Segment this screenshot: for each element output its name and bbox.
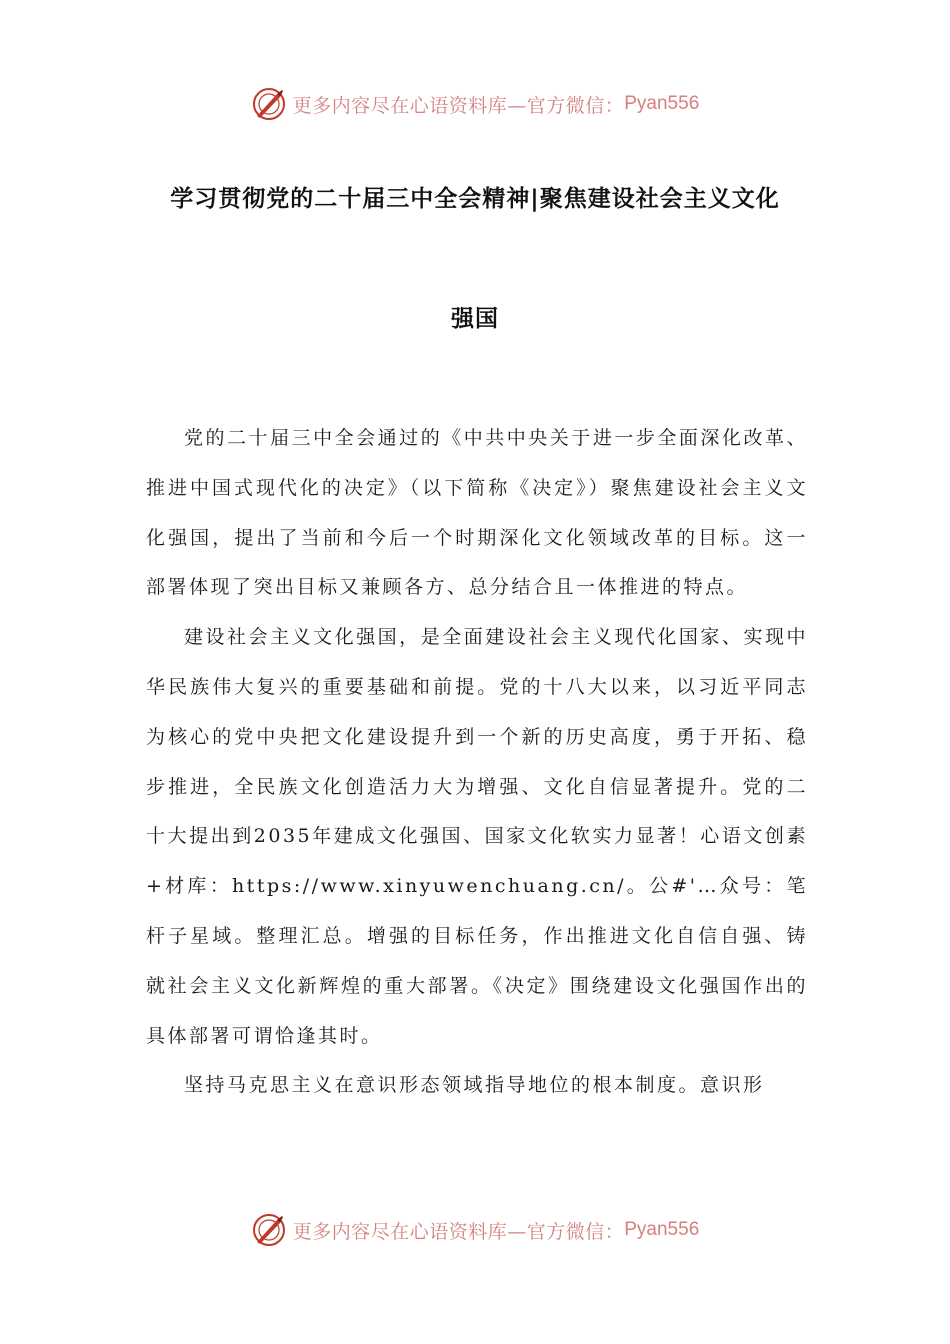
footer-banner-text: 更多内容尽在心语资料库—官方微信： — [292, 1220, 625, 1243]
document-body — [146, 414, 808, 1111]
pen-logo-icon — [251, 1212, 287, 1248]
footer-banner — [0, 1208, 950, 1252]
paragraph: 党的二十届三中全会通过的《中共中央关于进一步全面深化改革、推进中国式现代化的决定》（以下简称《决定》）聚焦建设社会主义文化强国，提出了当前和今后一个时期深化文化领域改革的目标。这一部署体现了突出目标又兼顾各方、总分结合且一体推进的特点。 — [146, 427, 808, 599]
paragraph: 建设社会主义文化强国，是全面建设社会主义现代化国家、实现中华民族伟大复兴的重要基础和前提。党的十八大以来，以习近平同志为核心的党中央把文化建设提升到一个新的历史高度，勇于开拓、稳步推进，全民族文化创造活力大为增强、文化自信显著提升。党的二十大提出到2035年建成文化强国、国家文化软实力显著！心语文创素+材库：https://www.xinyuwenchuang.cn/。公#'…众号：笔杆子星域。整理汇总。增强的目标任务，作出推进文化自信自强、铸就社会主义文化新辉煌的重大部署。《决定》围绕建设文化强国作出的具体部署可谓恰逢其时。 — [146, 626, 808, 1047]
header-banner — [0, 82, 950, 126]
pen-logo-icon — [251, 86, 287, 122]
paragraph: 坚持马克思主义在意识形态领域指导地位的根本制度。意识形 — [184, 1074, 765, 1097]
footer-banner-id: Pyan556 — [624, 1219, 700, 1240]
document-title-line-2: 强国 — [451, 306, 499, 332]
document-title-line-1: 学习贯彻党的二十届三中全会精神|聚焦建设社会主义文化 — [170, 186, 780, 212]
header-banner-id: Pyan556 — [624, 93, 700, 114]
header-banner-text: 更多内容尽在心语资料库—官方微信： — [292, 94, 625, 117]
